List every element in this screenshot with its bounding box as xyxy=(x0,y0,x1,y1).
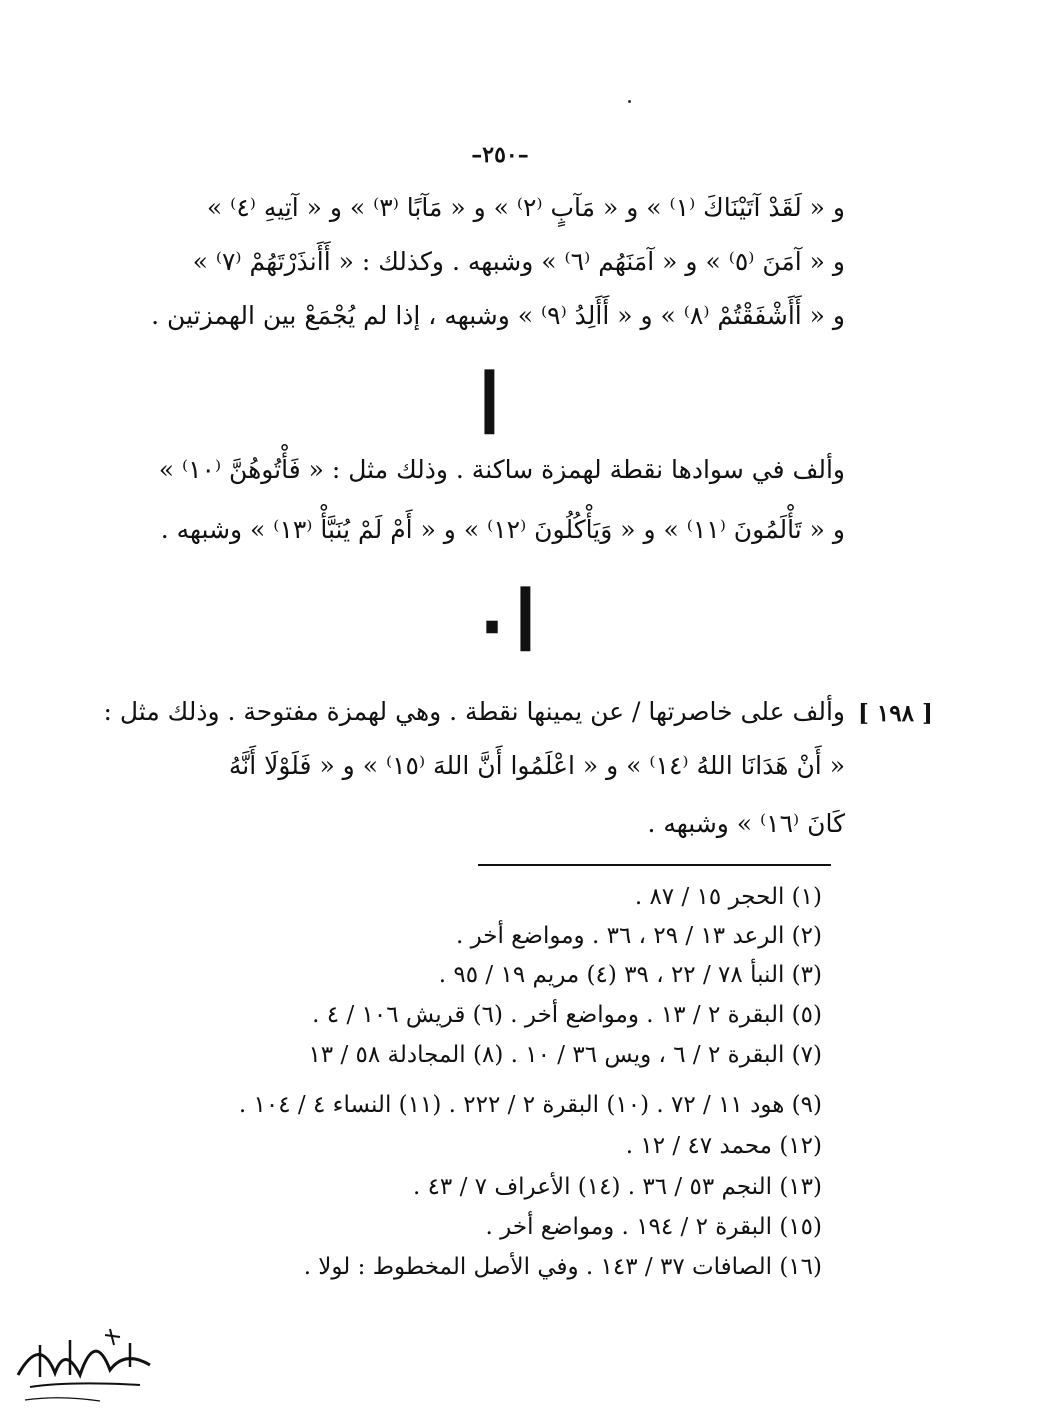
footnote-3: (٣) النبأ ٧٨ / ٢٢ ، ٣٩ (٤) مريم ١٩ / ٩٥ . xyxy=(438,962,822,988)
paragraph-2-line-2: و « تَأْلَمُونَ ⁽١١⁾ » و « وَيَأْكُلُونَ ⁽١٢⁾ » و « أَمْ لَمْ يُنَبَّأْ ⁽١٣⁾ » وشبهه . xyxy=(160,515,845,544)
page-number: –٢٥٠– xyxy=(471,142,529,168)
section-letter-alif-with-dot: ا٠ xyxy=(470,574,537,670)
section-letter-alif: ا xyxy=(478,357,501,453)
footnote-1: (١) الحجر ١٥ / ٨٧ . xyxy=(634,884,822,910)
calligraphy-seal-logo xyxy=(10,1315,160,1415)
paragraph-1-line-2: و « آمَنَ ⁽٥⁾ » و « آمَنَهُم ⁽٦⁾ » وشبهه . وكذلك : « أَأَنذَرْتَهُمْ ⁽٧⁾ » xyxy=(192,247,845,276)
footnote-5: (٧) البقرة ٢ / ٦ ، ويس ٣٦ / ١٠ . (٨) المجادلة ٥٨ / ١٣ xyxy=(308,1042,822,1068)
paragraph-1-line-3: و « أَأَشْفَقْتُمْ ⁽٨⁾ » و « أَأَلِدُ ⁽٩⁾ » وشبهه ، إذا لم يُجْمَعْ بين الهمزتين . xyxy=(151,301,845,330)
margin-folio-number: [ ١٩٨ ] xyxy=(858,700,933,727)
footnote-4: (٥) البقرة ٢ / ١٣ . ومواضع أخر . (٦) قريش ١٠٦ / ٤ . xyxy=(312,1002,822,1028)
footnote-2: (٢) الرعد ١٣ / ٢٩ ، ٣٦ . ومواضع أخر . xyxy=(455,923,822,949)
paragraph-3-line-3: كَانَ ⁽١٦⁾ » وشبهه . xyxy=(647,809,845,838)
ink-speck xyxy=(628,100,631,103)
paragraph-3-line-1: وألف على خاصرتها / عن يمينها نقطة . وهي لهمزة مفتوحة . وذلك مثل : xyxy=(103,697,845,726)
footnote-10: (١٦) الصافات ٣٧ / ١٤٣ . وفي الأصل المخطوط : لولا . xyxy=(303,1254,822,1280)
paragraph-2-line-1: وألف في سوادها نقطة لهمزة ساكنة . وذلك مثل : « فَأْتُوهُنَّ ⁽١٠⁾ » xyxy=(158,455,845,484)
footnote-6: (٩) هود ١١ / ٧٢ . (١٠) البقرة ٢ / ٢٢٢ . (١١) النساء ٤ / ١٠٤ . xyxy=(238,1092,822,1118)
paragraph-1-line-1: و « لَقَدْ آتَيْنَاكَ ⁽١⁾ » و « مَآبٍ ⁽٢⁾ » و « مَآبًا ⁽٣⁾ » و « آتِيهِ ⁽٤⁾ » xyxy=(206,193,845,222)
footnote-separator xyxy=(478,864,831,866)
footnote-8: (١٣) النجم ٥٣ / ٣٦ . (١٤) الأعراف ٧ / ٤٣ . xyxy=(412,1174,822,1200)
footnote-9: (١٥) البقرة ٢ / ١٩٤ . ومواضع أخر . xyxy=(485,1214,822,1240)
paragraph-3-line-2: « أَنْ هَدَانَا اللهُ ⁽١٤⁾ » و « اعْلَمُوا أَنَّ اللهَ ⁽١٥⁾ » و « فَلَوْلَا أَنَّهُ xyxy=(228,751,845,780)
footnote-7: (١٢) محمد ٤٧ / ١٢ . xyxy=(625,1133,822,1159)
